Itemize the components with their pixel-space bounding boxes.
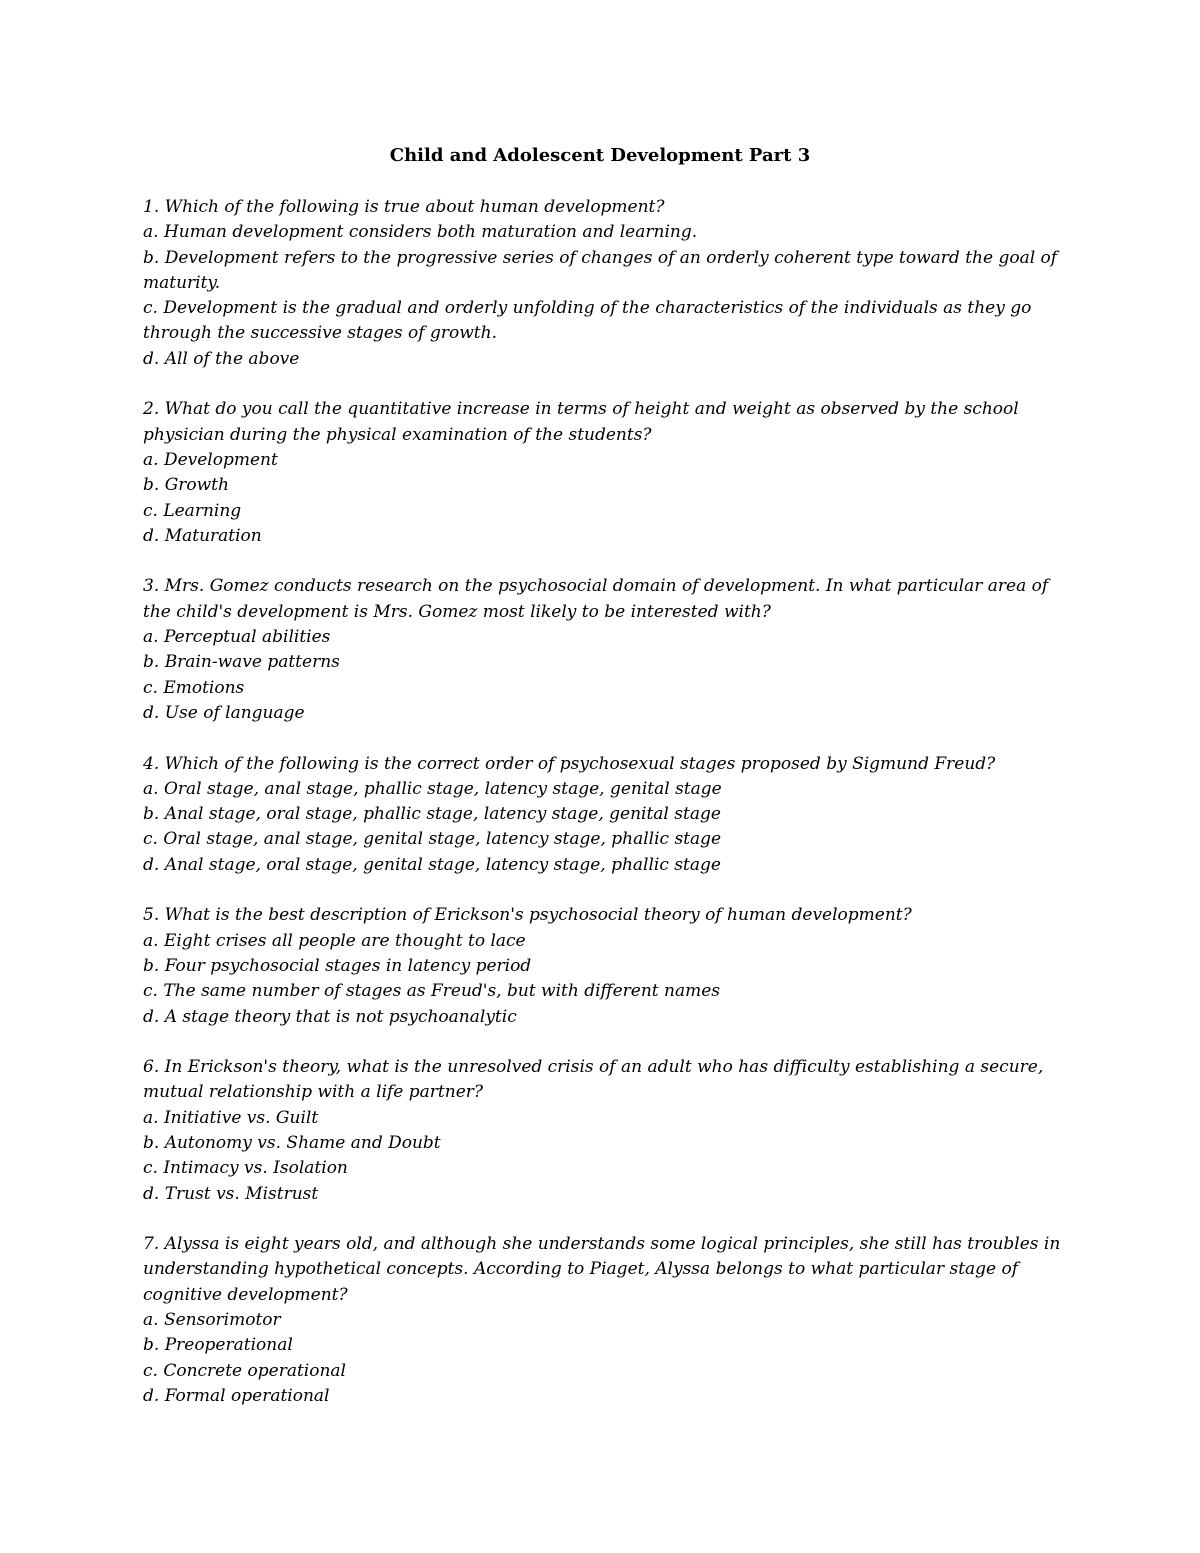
option-b: b. Preoperational <box>143 1335 293 1356</box>
option-b: b. Autonomy vs. Shame and Doubt <box>143 1132 441 1153</box>
question-text: 4. Which of the following is the correct order of psychosexual stages proposed by Sigmund Freud? <box>143 753 996 774</box>
option-a: a. Human development considers both maturation and learning. <box>143 222 698 243</box>
option-d: d. A stage theory that is not psychoanalytic <box>143 1006 517 1027</box>
option-a: a. Sensorimotor <box>143 1310 281 1331</box>
question-text: 6. In Erickson's theory, what is the unresolved crisis of an adult who has difficulty establishing a secure, mutual relationship with a life partner? <box>143 1057 1044 1103</box>
option-b: b. Four psychosocial stages in latency period <box>143 955 532 976</box>
option-c: c. Intimacy vs. Isolation <box>143 1158 348 1179</box>
option-d: d. Trust vs. Mistrust <box>143 1183 319 1204</box>
option-d: d. Anal stage, oral stage, genital stage, latency stage, phallic stage <box>143 854 721 875</box>
option-c: c. Learning <box>143 500 242 521</box>
option-a: a. Initiative vs. Guilt <box>143 1107 319 1128</box>
question-2 <box>143 397 1063 549</box>
question-7 <box>143 1232 1063 1409</box>
option-a: a. Perceptual abilities <box>143 627 331 648</box>
option-d: d. Formal operational <box>143 1385 330 1406</box>
option-c: c. The same number of stages as Freud's, but with different names <box>143 981 721 1002</box>
option-c: c. Development is the gradual and orderly unfolding of the characteristics of the individuals as they go through the successive stages of growth. <box>143 298 1032 344</box>
question-list <box>143 195 1063 1435</box>
question-1 <box>143 195 1063 372</box>
option-b: b. Anal stage, oral stage, phallic stage, latency stage, genital stage <box>143 804 721 825</box>
option-c: c. Emotions <box>143 677 245 698</box>
option-b: b. Development refers to the progressive series of changes of an orderly coherent type toward the goal of maturity. <box>143 247 1058 293</box>
option-c: c. Concrete operational <box>143 1360 346 1381</box>
question-text: 5. What is the best description of Erickson's psychosocial theory of human development? <box>143 905 912 926</box>
question-text: 2. What do you call the quantitative increase in terms of height and weight as observed by the school physician during the physical examination of the students? <box>143 399 1019 445</box>
option-d: d. Use of language <box>143 702 305 723</box>
page-title: Child and Adolescent Development Part 3 <box>389 145 811 166</box>
question-text: 1. Which of the following is true about human development? <box>143 197 665 217</box>
option-d: d. All of the above <box>143 348 300 369</box>
option-d: d. Maturation <box>143 525 262 546</box>
option-b: b. Growth <box>143 475 229 496</box>
question-text: 3. Mrs. Gomez conducts research on the psychosocial domain of development. In what particular area of the child's development is Mrs. Gomez most likely to be interested with? <box>143 576 1049 622</box>
option-c: c. Oral stage, anal stage, genital stage, latency stage, phallic stage <box>143 829 722 850</box>
question-5 <box>143 903 1063 1029</box>
option-a: a. Eight crises all people are thought to lace <box>143 930 526 951</box>
option-a: a. Development <box>143 449 278 470</box>
option-b: b. Brain-wave patterns <box>143 652 340 673</box>
question-4 <box>143 752 1063 878</box>
question-6 <box>143 1055 1063 1207</box>
option-a: a. Oral stage, anal stage, phallic stage, latency stage, genital stage <box>143 778 722 799</box>
question-3 <box>143 574 1063 726</box>
question-text: 7. Alyssa is eight years old, and although she understands some logical principles, she still has troubles in understanding hypothetical concepts. According to Piaget, Alyssa belongs to what particular stage of cognitive development? <box>143 1234 1061 1305</box>
